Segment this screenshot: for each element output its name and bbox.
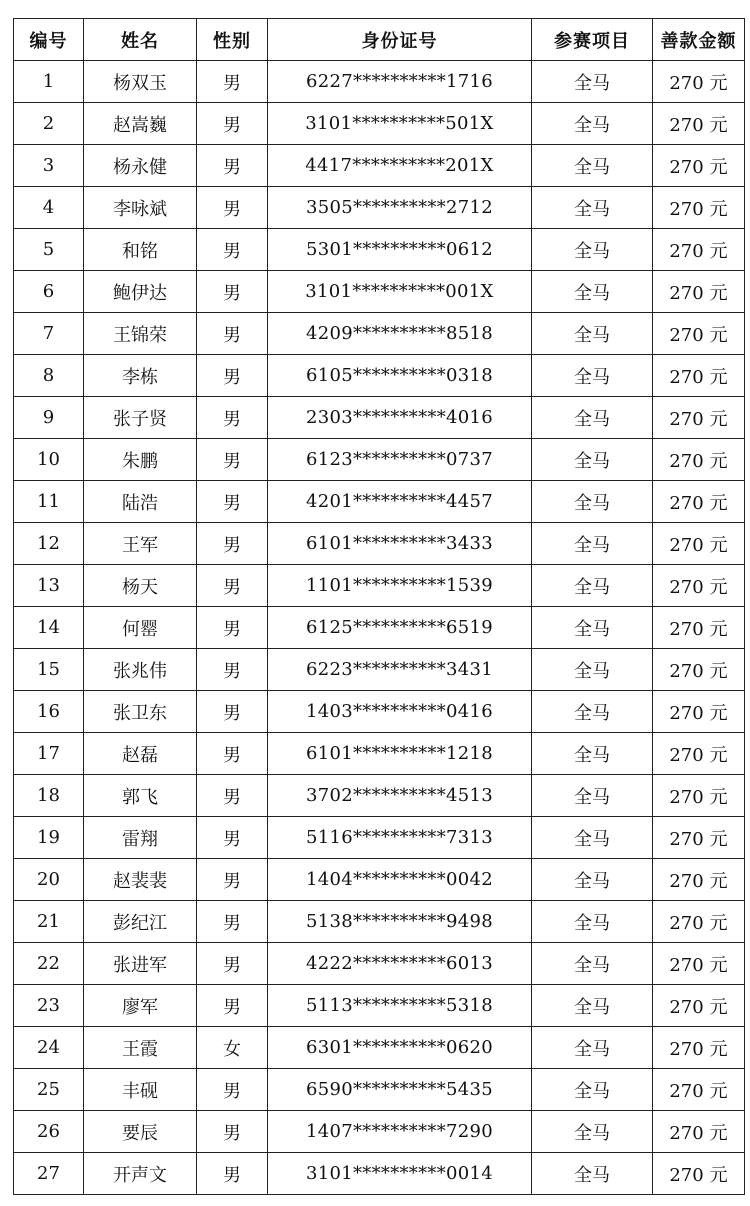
row-gender-cell: 男 — [197, 61, 268, 103]
amount-value: 270 — [669, 324, 704, 346]
table-row — [14, 271, 745, 313]
row-name-cell: 李咏斌 — [84, 187, 197, 229]
row-number-cell: 7 — [14, 313, 84, 355]
row-amount-cell — [653, 397, 745, 439]
table-row — [14, 1027, 745, 1069]
row-event-cell: 全马 — [532, 523, 653, 565]
row-gender-cell: 男 — [197, 271, 268, 313]
row-gender-cell: 男 — [197, 187, 268, 229]
row-number-cell: 18 — [14, 775, 84, 817]
amount-value: 270 — [669, 240, 704, 262]
row-name-cell: 赵嵩巍 — [84, 103, 197, 145]
row-amount-cell — [653, 61, 745, 103]
table-row — [14, 145, 745, 187]
row-event-cell: 全马 — [532, 901, 653, 943]
amount-value: 270 — [669, 1122, 704, 1144]
row-number-cell: 3 — [14, 145, 84, 187]
row-number-cell: 5 — [14, 229, 84, 271]
amount-value: 270 — [669, 996, 704, 1018]
row-event-cell: 全马 — [532, 313, 653, 355]
amount-value: 270 — [669, 114, 704, 136]
amount-value: 270 — [669, 408, 704, 430]
amount-unit: 元 — [709, 744, 728, 766]
table-row — [14, 397, 745, 439]
row-gender-cell: 男 — [197, 775, 268, 817]
row-number-cell: 6 — [14, 271, 84, 313]
amount-unit: 元 — [709, 114, 728, 136]
row-amount-cell — [653, 607, 745, 649]
row-id-number-cell: 4222**********6013 — [268, 943, 532, 985]
row-gender-cell: 男 — [197, 313, 268, 355]
row-id-number-cell: 1101**********1539 — [268, 565, 532, 607]
amount-unit: 元 — [709, 492, 728, 514]
amount-unit: 元 — [709, 786, 728, 808]
row-amount-cell — [653, 313, 745, 355]
row-amount-cell — [653, 817, 745, 859]
row-amount-cell — [653, 523, 745, 565]
amount-value: 270 — [669, 702, 704, 724]
table-row — [14, 187, 745, 229]
row-name-cell: 雷翔 — [84, 817, 197, 859]
row-name-cell: 王军 — [84, 523, 197, 565]
row-number-cell: 23 — [14, 985, 84, 1027]
header-number: 编号 — [14, 19, 84, 61]
row-gender-cell: 男 — [197, 1069, 268, 1111]
amount-value: 270 — [669, 534, 704, 556]
amount-unit: 元 — [709, 702, 728, 724]
row-name-cell: 开声文 — [84, 1153, 197, 1195]
amount-value: 270 — [669, 156, 704, 178]
row-number-cell: 13 — [14, 565, 84, 607]
row-name-cell: 张子贤 — [84, 397, 197, 439]
amount-value: 270 — [669, 1080, 704, 1102]
row-amount-cell — [653, 1111, 745, 1153]
row-gender-cell: 男 — [197, 985, 268, 1027]
amount-value: 270 — [669, 198, 704, 220]
header-name: 姓名 — [84, 19, 197, 61]
row-event-cell: 全马 — [532, 481, 653, 523]
amount-unit: 元 — [709, 1080, 728, 1102]
amount-value: 270 — [669, 660, 704, 682]
row-amount-cell — [653, 271, 745, 313]
table-row — [14, 901, 745, 943]
table-row — [14, 523, 745, 565]
table-body — [14, 61, 745, 1195]
row-id-number-cell: 6227**********1716 — [268, 61, 532, 103]
row-id-number-cell: 3101**********0014 — [268, 1153, 532, 1195]
row-name-cell: 何罂 — [84, 607, 197, 649]
table-row — [14, 355, 745, 397]
row-event-cell: 全马 — [532, 607, 653, 649]
amount-unit: 元 — [709, 156, 728, 178]
row-event-cell: 全马 — [532, 1027, 653, 1069]
row-number-cell: 25 — [14, 1069, 84, 1111]
row-id-number-cell: 1404**********0042 — [268, 859, 532, 901]
row-event-cell: 全马 — [532, 649, 653, 691]
row-gender-cell: 男 — [197, 649, 268, 691]
row-gender-cell: 男 — [197, 733, 268, 775]
row-gender-cell: 男 — [197, 943, 268, 985]
row-name-cell: 杨永健 — [84, 145, 197, 187]
amount-unit: 元 — [709, 240, 728, 262]
header-id-number: 身份证号 — [268, 19, 532, 61]
row-amount-cell — [653, 187, 745, 229]
row-event-cell: 全马 — [532, 985, 653, 1027]
header-donation-amount: 善款金额 — [653, 19, 745, 61]
table-row — [14, 1153, 745, 1195]
row-id-number-cell: 6101**********1218 — [268, 733, 532, 775]
row-name-cell: 和铭 — [84, 229, 197, 271]
row-gender-cell: 男 — [197, 1111, 268, 1153]
row-number-cell: 20 — [14, 859, 84, 901]
row-id-number-cell: 3505**********2712 — [268, 187, 532, 229]
row-amount-cell — [653, 901, 745, 943]
amount-value: 270 — [669, 912, 704, 934]
row-name-cell: 张卫东 — [84, 691, 197, 733]
row-number-cell: 2 — [14, 103, 84, 145]
row-amount-cell — [653, 481, 745, 523]
amount-value: 270 — [669, 954, 704, 976]
row-id-number-cell: 3101**********501X — [268, 103, 532, 145]
amount-unit: 元 — [709, 618, 728, 640]
row-event-cell: 全马 — [532, 775, 653, 817]
row-number-cell: 21 — [14, 901, 84, 943]
row-name-cell: 彭纪江 — [84, 901, 197, 943]
amount-value: 270 — [669, 492, 704, 514]
row-name-cell: 杨天 — [84, 565, 197, 607]
table-row — [14, 565, 745, 607]
table-row — [14, 229, 745, 271]
row-event-cell: 全马 — [532, 943, 653, 985]
row-name-cell: 王霞 — [84, 1027, 197, 1069]
amount-value: 270 — [669, 1038, 704, 1060]
row-amount-cell — [653, 691, 745, 733]
row-id-number-cell: 4201**********4457 — [268, 481, 532, 523]
donation-roster-table — [13, 18, 745, 1195]
row-id-number-cell: 1403**********0416 — [268, 691, 532, 733]
row-number-cell: 19 — [14, 817, 84, 859]
table-row — [14, 943, 745, 985]
table-row — [14, 733, 745, 775]
row-number-cell: 22 — [14, 943, 84, 985]
row-name-cell: 赵磊 — [84, 733, 197, 775]
row-id-number-cell: 6125**********6519 — [268, 607, 532, 649]
row-event-cell: 全马 — [532, 1153, 653, 1195]
row-event-cell: 全马 — [532, 61, 653, 103]
amount-unit: 元 — [709, 450, 728, 472]
row-gender-cell: 男 — [197, 607, 268, 649]
amount-unit: 元 — [709, 1038, 728, 1060]
amount-unit: 元 — [709, 534, 728, 556]
amount-unit: 元 — [709, 366, 728, 388]
table-row — [14, 1069, 745, 1111]
row-amount-cell — [653, 103, 745, 145]
amount-unit: 元 — [709, 282, 728, 304]
row-amount-cell — [653, 1027, 745, 1069]
amount-value: 270 — [669, 828, 704, 850]
row-id-number-cell: 6105**********0318 — [268, 355, 532, 397]
amount-unit: 元 — [709, 954, 728, 976]
table-row — [14, 859, 745, 901]
row-id-number-cell: 6123**********0737 — [268, 439, 532, 481]
row-number-cell: 26 — [14, 1111, 84, 1153]
amount-unit: 元 — [709, 408, 728, 430]
row-amount-cell — [653, 355, 745, 397]
row-id-number-cell: 5113**********5318 — [268, 985, 532, 1027]
row-id-number-cell: 4209**********8518 — [268, 313, 532, 355]
row-event-cell: 全马 — [532, 103, 653, 145]
row-gender-cell: 男 — [197, 817, 268, 859]
amount-unit: 元 — [709, 912, 728, 934]
row-number-cell: 17 — [14, 733, 84, 775]
row-name-cell: 张进军 — [84, 943, 197, 985]
amount-value: 270 — [669, 72, 704, 94]
row-number-cell: 12 — [14, 523, 84, 565]
row-name-cell: 张兆伟 — [84, 649, 197, 691]
row-amount-cell — [653, 985, 745, 1027]
row-id-number-cell: 6301**********0620 — [268, 1027, 532, 1069]
row-id-number-cell: 1407**********7290 — [268, 1111, 532, 1153]
row-event-cell: 全马 — [532, 439, 653, 481]
row-event-cell: 全马 — [532, 355, 653, 397]
row-event-cell: 全马 — [532, 733, 653, 775]
table-row — [14, 607, 745, 649]
row-number-cell: 4 — [14, 187, 84, 229]
table-row — [14, 439, 745, 481]
row-amount-cell — [653, 733, 745, 775]
amount-unit: 元 — [709, 72, 728, 94]
row-gender-cell: 男 — [197, 523, 268, 565]
row-number-cell: 24 — [14, 1027, 84, 1069]
row-gender-cell: 男 — [197, 397, 268, 439]
row-amount-cell — [653, 775, 745, 817]
row-number-cell: 1 — [14, 61, 84, 103]
row-amount-cell — [653, 229, 745, 271]
row-gender-cell: 男 — [197, 481, 268, 523]
row-name-cell: 王锦荣 — [84, 313, 197, 355]
row-event-cell: 全马 — [532, 271, 653, 313]
row-name-cell: 陆浩 — [84, 481, 197, 523]
row-name-cell: 要辰 — [84, 1111, 197, 1153]
amount-unit: 元 — [709, 870, 728, 892]
amount-value: 270 — [669, 744, 704, 766]
row-id-number-cell: 3101**********001X — [268, 271, 532, 313]
amount-value: 270 — [669, 1164, 704, 1186]
row-event-cell: 全马 — [532, 1111, 653, 1153]
row-amount-cell — [653, 943, 745, 985]
row-name-cell: 杨双玉 — [84, 61, 197, 103]
table-row — [14, 481, 745, 523]
table-header — [14, 19, 745, 61]
row-name-cell: 李栋 — [84, 355, 197, 397]
row-amount-cell — [653, 649, 745, 691]
table-row — [14, 817, 745, 859]
row-id-number-cell: 5301**********0612 — [268, 229, 532, 271]
row-id-number-cell: 6590**********5435 — [268, 1069, 532, 1111]
row-number-cell: 11 — [14, 481, 84, 523]
table-row — [14, 1111, 745, 1153]
row-number-cell: 14 — [14, 607, 84, 649]
row-id-number-cell: 3702**********4513 — [268, 775, 532, 817]
row-amount-cell — [653, 859, 745, 901]
row-event-cell: 全马 — [532, 397, 653, 439]
amount-unit: 元 — [709, 324, 728, 346]
row-id-number-cell: 6101**********3433 — [268, 523, 532, 565]
row-name-cell: 廖军 — [84, 985, 197, 1027]
row-gender-cell: 男 — [197, 103, 268, 145]
row-name-cell: 郭飞 — [84, 775, 197, 817]
row-number-cell: 8 — [14, 355, 84, 397]
row-amount-cell — [653, 1069, 745, 1111]
row-gender-cell: 男 — [197, 145, 268, 187]
row-gender-cell: 男 — [197, 439, 268, 481]
amount-unit: 元 — [709, 1164, 728, 1186]
table-row — [14, 103, 745, 145]
header-gender: 性别 — [197, 19, 268, 61]
table-row — [14, 775, 745, 817]
amount-value: 270 — [669, 786, 704, 808]
row-event-cell: 全马 — [532, 691, 653, 733]
row-event-cell: 全马 — [532, 1069, 653, 1111]
row-name-cell: 丰砚 — [84, 1069, 197, 1111]
amount-value: 270 — [669, 366, 704, 388]
row-gender-cell: 男 — [197, 355, 268, 397]
amount-value: 270 — [669, 576, 704, 598]
row-id-number-cell: 2303**********4016 — [268, 397, 532, 439]
row-gender-cell: 男 — [197, 1153, 268, 1195]
header-row — [14, 19, 745, 61]
row-event-cell: 全马 — [532, 817, 653, 859]
row-number-cell: 9 — [14, 397, 84, 439]
row-gender-cell: 女 — [197, 1027, 268, 1069]
row-name-cell: 赵裴裴 — [84, 859, 197, 901]
header-event: 参赛项目 — [532, 19, 653, 61]
table-row — [14, 691, 745, 733]
row-event-cell: 全马 — [532, 565, 653, 607]
row-amount-cell — [653, 565, 745, 607]
row-amount-cell — [653, 439, 745, 481]
amount-value: 270 — [669, 450, 704, 472]
table-row — [14, 61, 745, 103]
row-event-cell: 全马 — [532, 145, 653, 187]
amount-unit: 元 — [709, 660, 728, 682]
table-row — [14, 313, 745, 355]
row-number-cell: 16 — [14, 691, 84, 733]
row-id-number-cell: 6223**********3431 — [268, 649, 532, 691]
row-gender-cell: 男 — [197, 229, 268, 271]
amount-value: 270 — [669, 618, 704, 640]
row-id-number-cell: 5116**********7313 — [268, 817, 532, 859]
row-gender-cell: 男 — [197, 859, 268, 901]
row-amount-cell — [653, 1153, 745, 1195]
row-number-cell: 10 — [14, 439, 84, 481]
amount-unit: 元 — [709, 1122, 728, 1144]
row-id-number-cell: 5138**********9498 — [268, 901, 532, 943]
row-amount-cell — [653, 145, 745, 187]
row-gender-cell: 男 — [197, 565, 268, 607]
row-name-cell: 朱鹏 — [84, 439, 197, 481]
table-row — [14, 649, 745, 691]
table-row — [14, 985, 745, 1027]
row-gender-cell: 男 — [197, 691, 268, 733]
row-event-cell: 全马 — [532, 859, 653, 901]
amount-unit: 元 — [709, 198, 728, 220]
row-gender-cell: 男 — [197, 901, 268, 943]
amount-unit: 元 — [709, 996, 728, 1018]
row-event-cell: 全马 — [532, 229, 653, 271]
row-name-cell: 鲍伊达 — [84, 271, 197, 313]
amount-value: 270 — [669, 282, 704, 304]
row-number-cell: 15 — [14, 649, 84, 691]
amount-value: 270 — [669, 870, 704, 892]
row-event-cell: 全马 — [532, 187, 653, 229]
amount-unit: 元 — [709, 828, 728, 850]
row-id-number-cell: 4417**********201X — [268, 145, 532, 187]
row-number-cell: 27 — [14, 1153, 84, 1195]
amount-unit: 元 — [709, 576, 728, 598]
